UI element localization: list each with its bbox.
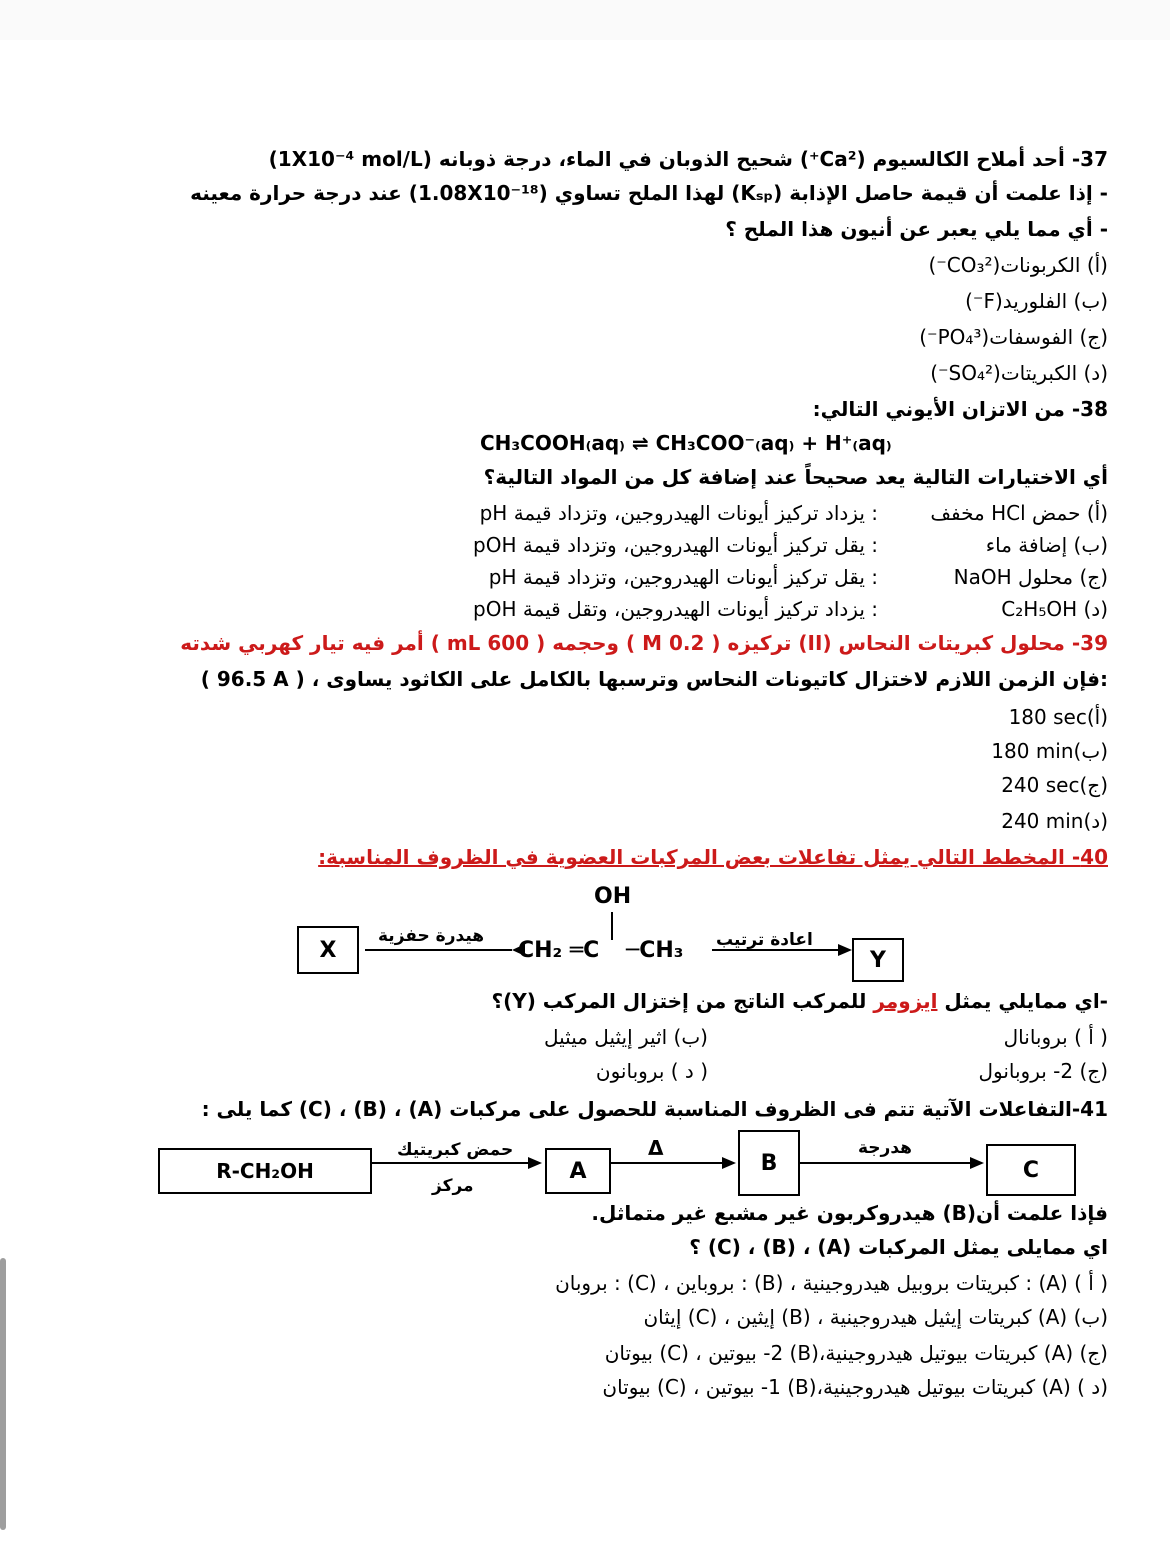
q39-line2: ( 96.5 A ) ، فإن الزمن اللازم لاختزال كاتيونات النحاس وترسبها بالكامل على الكاثود يساوى:: [200, 667, 1108, 691]
q40-oh: OH: [594, 884, 632, 909]
q40-title: 40- المخطط التالي يمثل تفاعلات بعض المركبات العضوية في الظروف المناسبة:: [318, 845, 1108, 869]
q40-option-b: (ب) اثير إيثيل ميثيل: [543, 1025, 708, 1049]
q40-formula-left: CH₂ ═C: [518, 938, 600, 963]
q39-option-c: 240 sec(ج): [1001, 773, 1108, 797]
scrollbar[interactable]: [0, 1258, 6, 1530]
q38-option-a-effect: : يزداد تركيز أيونات الهيدروجين، وتزداد قيمة pH: [479, 501, 878, 525]
q40-left-arrow-label: هيدرة حفزية: [378, 926, 485, 946]
q41-title: 41-التفاعلات الآتية تتم فى الظروف المناسبة للحصول على مركبات (A) ، (B) ، (C) كما يلى :: [201, 1097, 1108, 1121]
q37-line1: 37- أحد أملاح الكالسيوم (Ca²⁺) شحيح الذوبان في الماء، درجة ذوبانه (1X10⁻⁴ mol/L): [268, 147, 1108, 171]
q39-option-b: 180 min(ب): [991, 739, 1108, 763]
q40-right-arrow-label: اعادة ترتيب: [716, 930, 813, 950]
q38-option-a-substance: (أ) حمض HCl مخفف: [930, 501, 1108, 525]
q38-option-d-effect: : يزداد تركيز أيونات الهيدروجين، وتقل قيمة pOH: [473, 597, 878, 621]
q41-reagent-top: حمض كبريتيك: [397, 1140, 514, 1160]
q41-delta: Δ: [648, 1136, 664, 1160]
q37-line3: - أي مما يلي يعبر عن أنيون هذا الملح ؟: [725, 217, 1108, 241]
q40-option-c: (ج) 2- بروبانول: [978, 1059, 1108, 1083]
q37-line2: - إذا علمت أن قيمة حاصل الإذابة (Kₛₚ) لهذا الملح تساوي (1.08X10⁻¹⁸) عند درجة حرارة معينه: [190, 181, 1108, 205]
q41-question: اي ممايلى يمثل المركبات (A) ، (B) ، (C) ؟: [689, 1235, 1108, 1259]
q37-option-d: (د) الكبريتات(SO₄²⁻): [930, 361, 1108, 385]
q38-question: أي الاختيارات التالية يعد صحيحاً عند إضافة كل من المواد التالية؟: [483, 465, 1108, 489]
q38-option-b-substance: (ب) إضافة ماء: [985, 533, 1108, 557]
q37-option-b: (ب) الفلوريد(F⁻): [965, 289, 1108, 313]
q40-question: [491, 986, 1108, 1016]
q38-option-c-effect: : يقل تركيز أيونات الهيدروجين، وتزداد قيمة pH: [488, 565, 878, 589]
q41-reagent-bottom: مركز: [432, 1176, 474, 1196]
q41-start-box: R-CH₂OH: [158, 1148, 372, 1194]
q41-hydrogenation: هدرجة: [858, 1138, 912, 1158]
q40-box-y: Y: [852, 938, 904, 982]
q38-option-b-effect: : يقل تركيز أيونات الهيدروجين، وتزداد قيمة pOH: [473, 533, 878, 557]
q37-option-a: (أ) الكربونات(CO₃²⁻): [928, 253, 1108, 277]
q40-option-d: ( د ) بروبانون: [595, 1059, 708, 1083]
q37-option-c: (ج) الفوسفات(PO₄³⁻): [919, 325, 1108, 349]
q41-box-b: B: [738, 1130, 800, 1196]
q41-option-c: (ج) (A) كبريتات بيوتيل هيدروجينية،(B) 2- بيوتين ، (C) بيوتان: [604, 1341, 1108, 1365]
q41-box-a: A: [545, 1148, 611, 1194]
q40-question-pre: -اي ممايلي يمثل: [937, 989, 1108, 1013]
q39-option-d: 240 min(د): [1001, 809, 1108, 833]
q38-option-c-substance: (ج) محلول NaOH: [953, 565, 1108, 589]
q41-option-d: (د ) (A) كبريتات بيوتيل هيدروجينية،(B) 1- بيوتين ، (C) بيوتان: [602, 1375, 1108, 1399]
q38-option-d-substance: (د) C₂H₅OH: [1001, 597, 1108, 621]
q40-formula-right: ─CH₃: [626, 938, 684, 963]
q39-line1: 39- محلول كبريتات النحاس (II) تركيزه ( 0.2 M ) وحجمه ( 600 mL ) أمر فيه تيار كهربي شدته: [180, 631, 1108, 655]
q41-option-a: ( أ ) (A) : كبريتات بروبيل هيدروجينية ، (B) : بروباين ، (C) : بروبان: [555, 1271, 1108, 1295]
q38-equation: CH₃COOH₍aq₎ ⇌ CH₃COO⁻₍aq₎ + H⁺₍aq₎: [480, 431, 892, 455]
q40-question-post: للمركب الناتج من إختزال المركب (Y)؟: [491, 989, 874, 1013]
q39-option-a: 180 sec(أ): [1008, 705, 1108, 729]
q40-option-a: ( أ ) بروبانال: [1003, 1025, 1108, 1049]
q40-question-underlined: ايزومر: [873, 989, 938, 1013]
q41-given: فإذا علمت أن(B) هيدروكربون غير مشبع غير متماثل.: [591, 1201, 1108, 1225]
q38-title: 38- من الاتزان الأيوني التالي:: [812, 397, 1108, 421]
q41-option-b: (ب) (A) كبريتات إيثيل هيدروجينية ، (B) إيثين ، (C) إيثان: [643, 1305, 1108, 1329]
q41-box-c: C: [986, 1144, 1076, 1196]
q40-box-x: X: [297, 926, 359, 974]
